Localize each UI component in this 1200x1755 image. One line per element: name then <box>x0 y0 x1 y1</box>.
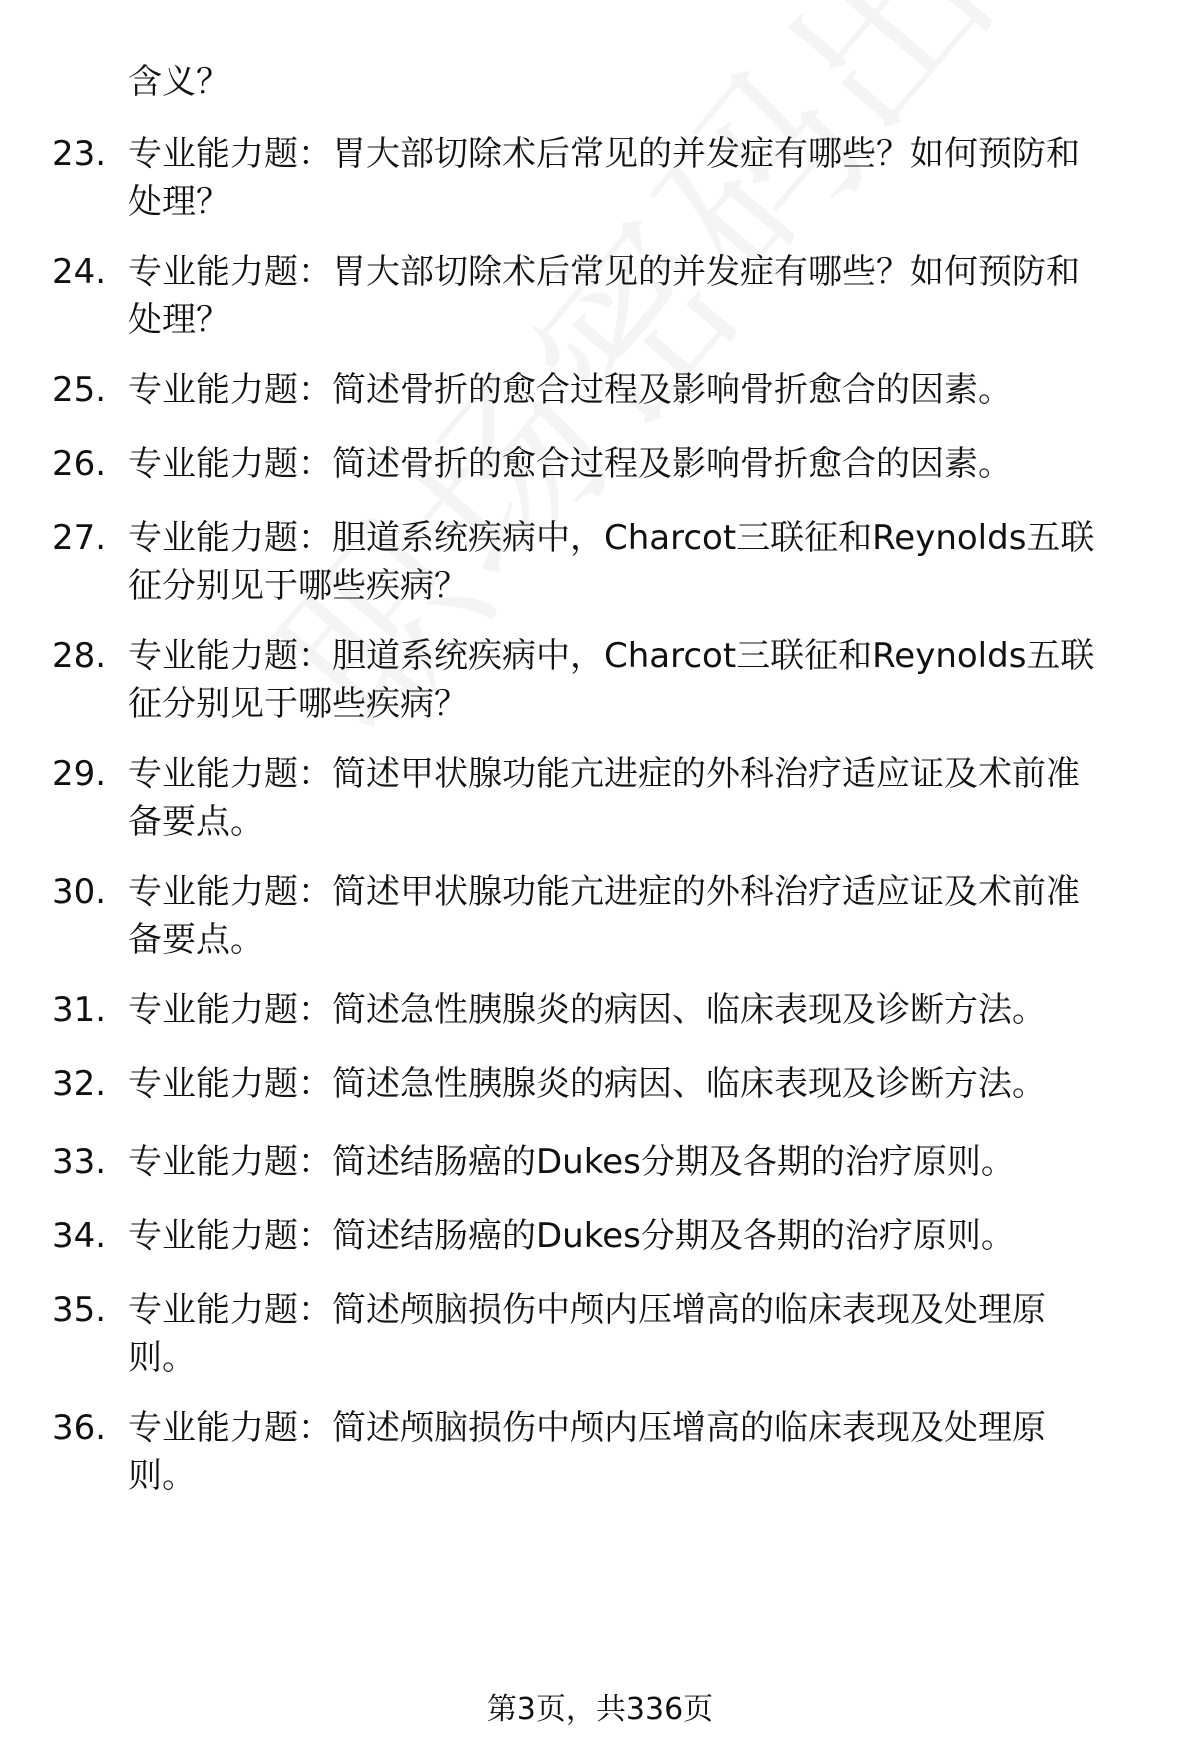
question-line: 专业能力题：简述急性胰腺炎的病因、临床表现及诊断方法。 <box>128 1064 1046 1104</box>
continuation-text: 含义？ <box>128 62 230 102</box>
question-text <box>128 632 1138 728</box>
question-number: 33. <box>52 1142 107 1182</box>
question-line: 专业能力题：胆道系统疾病中，Charcot三联征和Reynolds五联 <box>128 518 1095 558</box>
question-line: 专业能力题：胃大部切除术后常见的并发症有哪些？如何预防和 <box>128 134 1080 174</box>
question-text <box>128 366 1138 414</box>
question-line: 则。 <box>128 1338 196 1378</box>
question-text <box>128 1212 1138 1260</box>
question-text <box>128 440 1138 488</box>
question-line: 专业能力题：简述甲状腺功能亢进症的外科治疗适应证及术前准 <box>128 754 1080 794</box>
question-number: 34. <box>52 1216 107 1256</box>
question-line: 备要点。 <box>128 920 264 960</box>
question-number: 31. <box>52 990 107 1030</box>
question-line: 专业能力题：简述骨折的愈合过程及影响骨折愈合的因素。 <box>128 370 1012 410</box>
question-number: 32. <box>52 1064 107 1104</box>
question-line: 专业能力题：简述颅脑损伤中颅内压增高的临床表现及处理原 <box>128 1408 1046 1448</box>
question-number: 25. <box>52 370 107 410</box>
question-text <box>128 130 1138 226</box>
question-text <box>128 750 1138 846</box>
question-number: 29. <box>52 754 107 794</box>
question-number: 28. <box>52 636 107 676</box>
question-line: 专业能力题：简述甲状腺功能亢进症的外科治疗适应证及术前准 <box>128 872 1080 912</box>
question-number: 24. <box>52 252 107 292</box>
question-number: 30. <box>52 872 107 912</box>
question-line: 处理？ <box>128 300 230 340</box>
question-line: 则。 <box>128 1456 196 1496</box>
question-text <box>128 986 1138 1034</box>
question-number: 26. <box>52 444 107 484</box>
question-number: 23. <box>52 134 107 174</box>
question-line: 处理？ <box>128 182 230 222</box>
question-text <box>128 514 1138 610</box>
question-line: 专业能力题：简述结肠癌的Dukes分期及各期的治疗原则。 <box>128 1216 1015 1256</box>
question-line: 专业能力题：胃大部切除术后常见的并发症有哪些？如何预防和 <box>128 252 1080 292</box>
question-line: 专业能力题：简述急性胰腺炎的病因、临床表现及诊断方法。 <box>128 990 1046 1030</box>
question-text <box>128 1286 1138 1382</box>
question-line: 征分别见于哪些疾病？ <box>128 566 468 606</box>
question-number: 36. <box>52 1408 107 1448</box>
page-number-footer: 第3页，共336页 <box>486 1692 714 1727</box>
question-line: 专业能力题：简述颅脑损伤中颅内压增高的临床表现及处理原 <box>128 1290 1046 1330</box>
question-line: 专业能力题：胆道系统疾病中，Charcot三联征和Reynolds五联 <box>128 636 1095 676</box>
question-text <box>128 1138 1138 1186</box>
question-number: 27. <box>52 518 107 558</box>
question-text <box>128 1060 1138 1108</box>
question-line: 专业能力题：简述结肠癌的Dukes分期及各期的治疗原则。 <box>128 1142 1015 1182</box>
question-text <box>128 248 1138 344</box>
question-line: 备要点。 <box>128 802 264 842</box>
question-line: 专业能力题：简述骨折的愈合过程及影响骨折愈合的因素。 <box>128 444 1012 484</box>
question-line: 征分别见于哪些疾病？ <box>128 684 468 724</box>
question-text <box>128 868 1138 964</box>
question-text <box>128 1404 1138 1500</box>
question-number: 35. <box>52 1290 107 1330</box>
